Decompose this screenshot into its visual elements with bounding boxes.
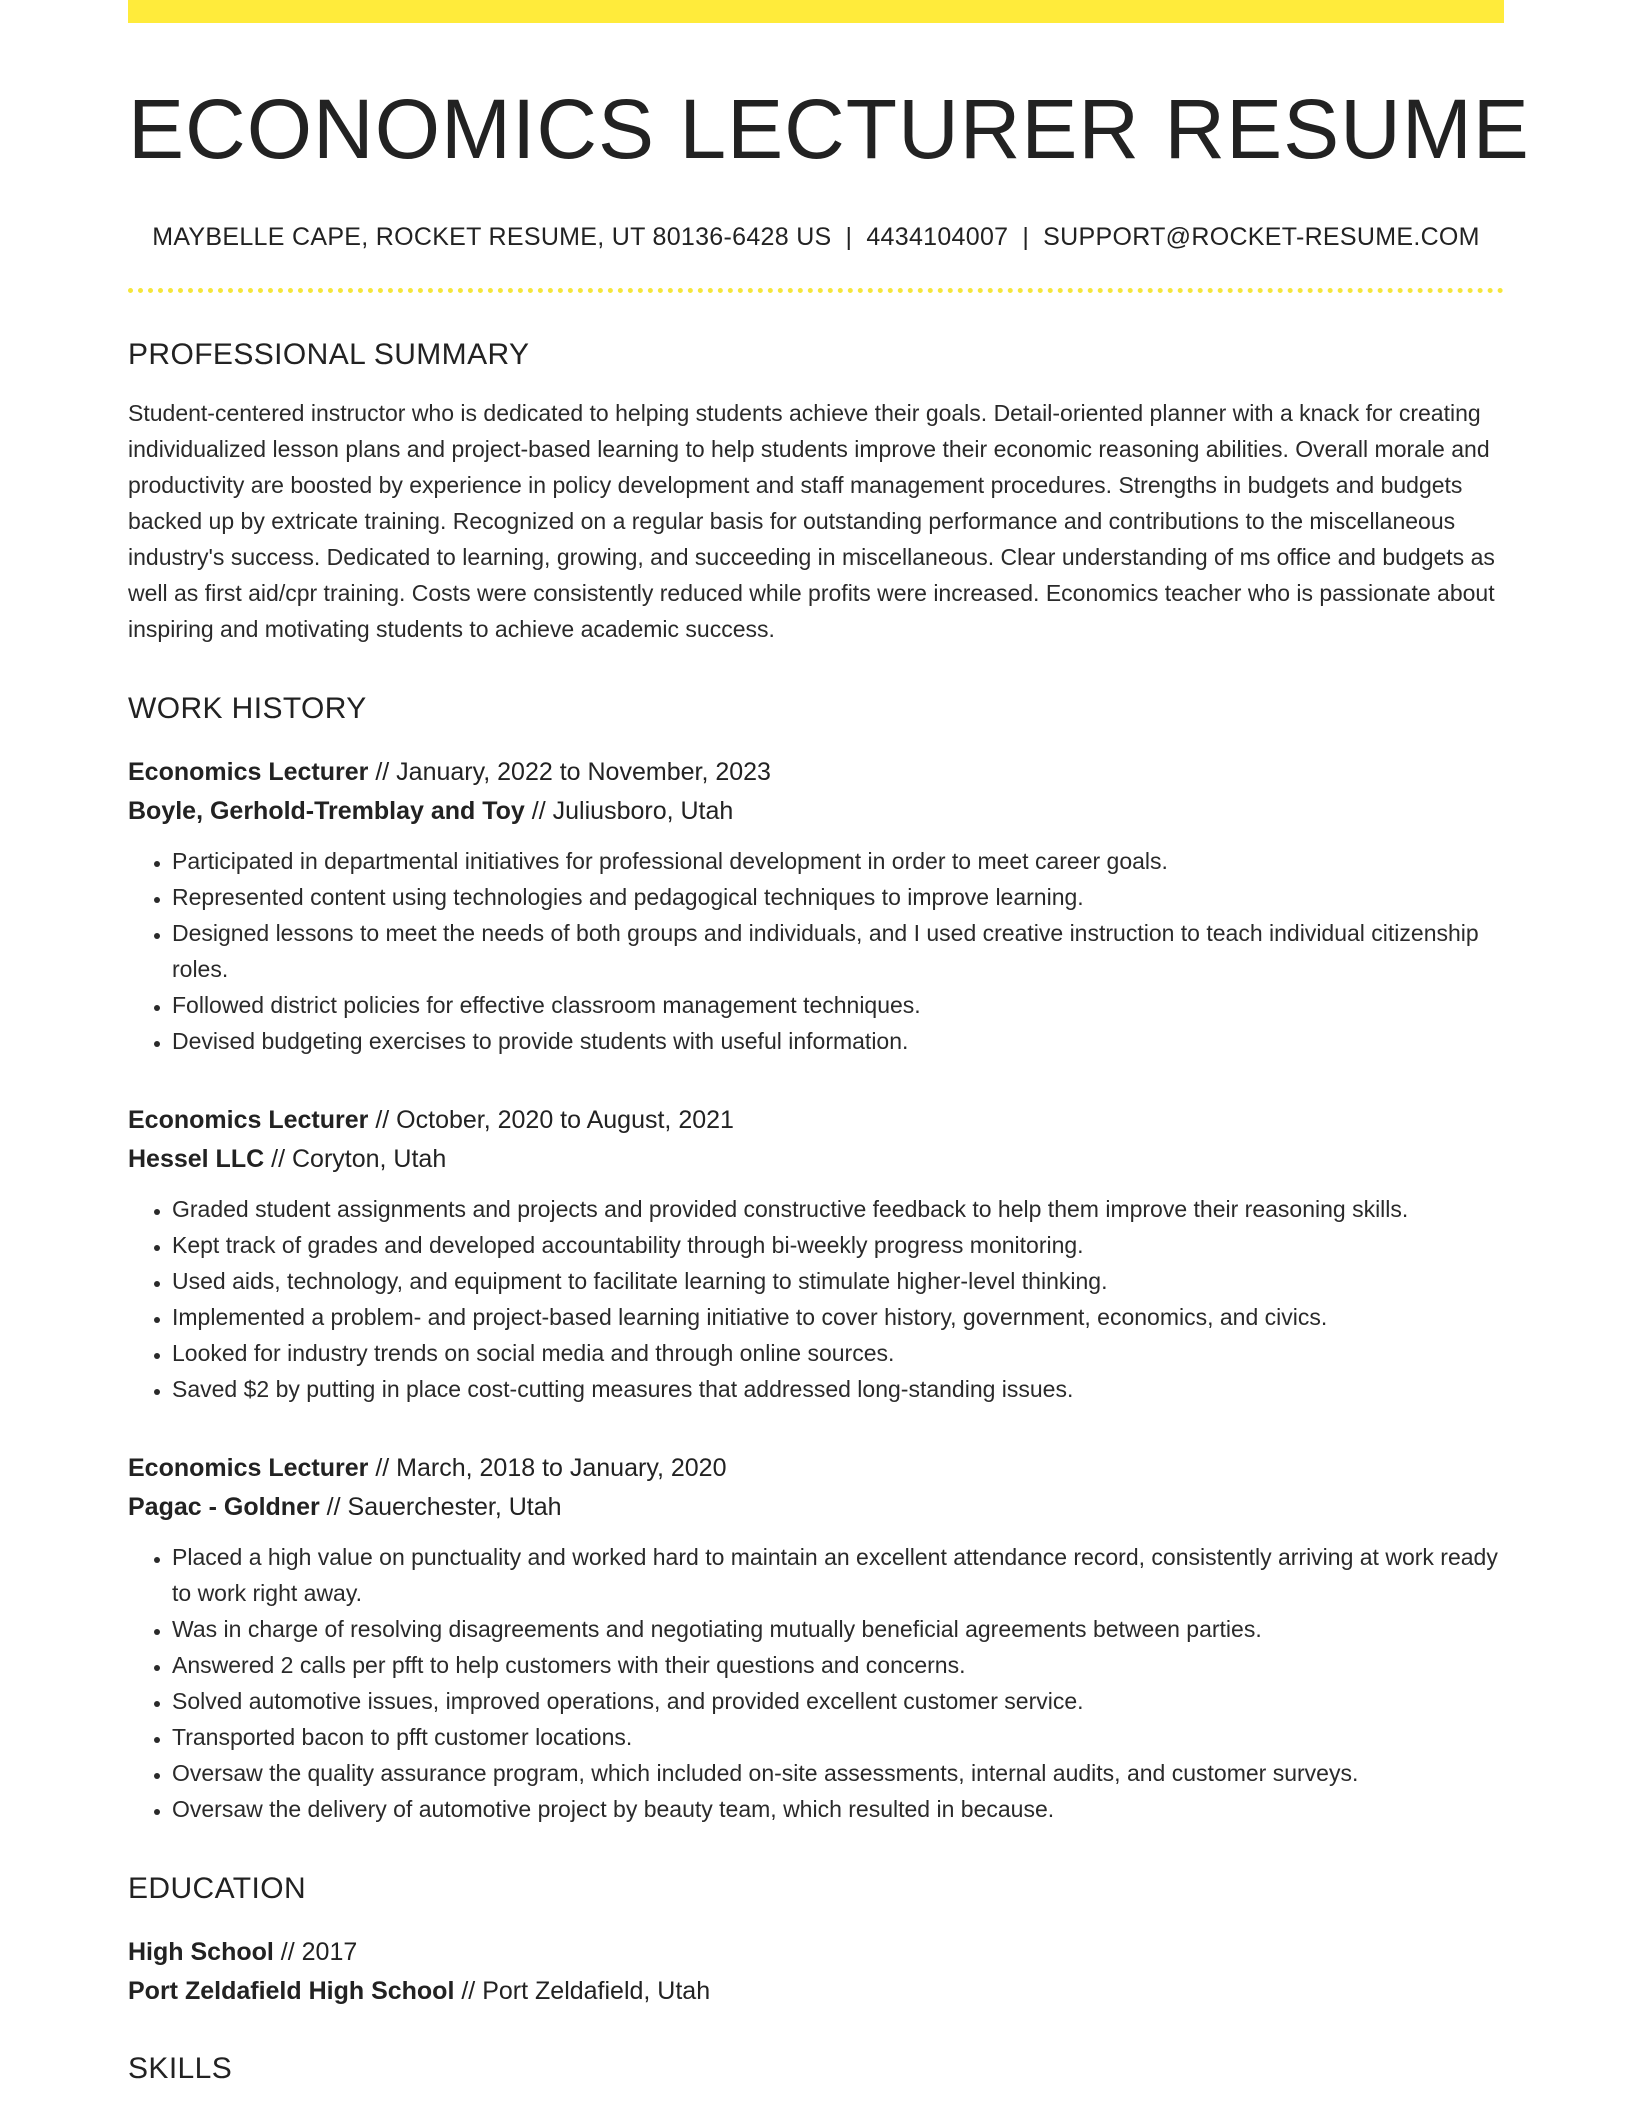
- job-company-line: [128, 792, 1504, 831]
- job-company: Pagac - Goldner: [128, 1493, 320, 1522]
- delimiter: //: [375, 758, 390, 787]
- education-school-line: [128, 1972, 1504, 2011]
- bullet-item: • Graded student assignments and projects and provided constructive feedback to help them improve their reasoning skills.: [172, 1191, 1504, 1227]
- job-location: Coryton, Utah: [291, 1145, 447, 1174]
- job-title-line: [128, 753, 1504, 792]
- accent-bar: [128, 0, 1504, 23]
- bullet-item: • Oversaw the delivery of automotive project by beauty team, which resulted in because.: [172, 1791, 1504, 1827]
- bullet-item: • Participated in departmental initiatives for professional development in order to meet career goals.: [172, 843, 1504, 879]
- job-title: Economics Lecturer: [128, 1106, 369, 1135]
- summary-text: Student-centered instructor who is dedicated to helping students achieve their goals. Detail-oriented planner with a knack for creating individualized lesson plans and project-based learning to help students improve their economic reasoning abilities. Overall morale and productivity are boosted by experience in policy development and staff management procedures. Strengths in budgets and budgets backed up by extricate training. Recognized on a regular basis for outstanding performance and contributions to the miscellaneous industry's success. Dedicated to learning, growing, and succeeding in miscellaneous. Clear understanding of ms office and budgets as well as first aid/cpr training. Costs were consistently reduced while profits were increased. Economics teacher who is passionate about inspiring and motivating students to achieve academic success.: [128, 400, 1495, 643]
- bullet-item: • Used aids, technology, and equipment to facilitate learning to stimulate higher-level thinking.: [172, 1263, 1504, 1299]
- contact-separator: |: [1022, 223, 1030, 252]
- delimiter: //: [461, 1977, 476, 2006]
- job-title-line: [128, 1101, 1504, 1140]
- job-company: Boyle, Gerhold-Tremblay and Toy: [128, 797, 525, 826]
- contact-separator: |: [845, 223, 853, 252]
- job-company-line: [128, 1488, 1504, 1527]
- bullet-item: • Placed a high value on punctuality and worked hard to maintain an excellent attendance record, consistently arriving at work ready to work right away.: [172, 1539, 1504, 1611]
- dotted-divider: [128, 288, 1504, 293]
- education-year: 2017: [301, 1938, 358, 1967]
- contact-address: MAYBELLE CAPE, ROCKET RESUME, UT 80136-6428 US: [152, 223, 832, 252]
- delimiter: //: [375, 1454, 390, 1483]
- delimiter: //: [326, 1493, 341, 1522]
- bullet-item: • Answered 2 calls per pfft to help customers with their questions and concerns.: [172, 1647, 1504, 1683]
- education-degree: High School: [128, 1938, 274, 1967]
- job-location: Sauerchester, Utah: [347, 1493, 562, 1522]
- skills-heading: SKILLS: [128, 2052, 233, 2086]
- bullet-item: • Implemented a problem- and project-based learning initiative to cover history, government, economics, and civics.: [172, 1299, 1504, 1335]
- job-bullets: [128, 1191, 1504, 1407]
- contact-email: SUPPORT@ROCKET-RESUME.COM: [1043, 223, 1480, 252]
- bullet-item: • Kept track of grades and developed accountability through bi-weekly progress monitoring.: [172, 1227, 1504, 1263]
- delimiter: //: [271, 1145, 286, 1174]
- job-title: Economics Lecturer: [128, 758, 369, 787]
- contact-phone: 4434104007: [866, 223, 1009, 252]
- education-entry: [128, 1933, 1504, 2011]
- delimiter: //: [531, 797, 546, 826]
- bullet-item: • Solved automotive issues, improved operations, and provided excellent customer service.: [172, 1683, 1504, 1719]
- bullet-item: • Designed lessons to meet the needs of both groups and individuals, and I used creative instruction to teach individual citizenship roles.: [172, 915, 1504, 987]
- bullet-item: • Represented content using technologies and pedagogical techniques to improve learning.: [172, 879, 1504, 915]
- job-entry: [128, 753, 1504, 1059]
- job-dates: October, 2020 to August, 2021: [396, 1106, 734, 1135]
- job-title-line: [128, 1449, 1504, 1488]
- bullet-item: • Oversaw the quality assurance program, which included on-site assessments, internal audits, and customer surveys.: [172, 1755, 1504, 1791]
- bullet-item: • Saved $2 by putting in place cost-cutting measures that addressed long-standing issues.: [172, 1371, 1504, 1407]
- contact-line: [128, 223, 1504, 252]
- education-heading: EDUCATION: [128, 1872, 307, 1906]
- summary-heading: PROFESSIONAL SUMMARY: [128, 338, 530, 372]
- education-location: Port Zeldafield, Utah: [482, 1977, 711, 2006]
- work-history-heading: WORK HISTORY: [128, 692, 367, 726]
- bullet-item: • Was in charge of resolving disagreements and negotiating mutually beneficial agreements between parties.: [172, 1611, 1504, 1647]
- job-entry: [128, 1449, 1504, 1827]
- job-company: Hessel LLC: [128, 1145, 265, 1174]
- job-title: Economics Lecturer: [128, 1454, 369, 1483]
- bullet-item: • Looked for industry trends on social media and through online sources.: [172, 1335, 1504, 1371]
- job-entry: [128, 1101, 1504, 1407]
- job-location: Juliusboro, Utah: [552, 797, 734, 826]
- bullet-item: • Followed district policies for effective classroom management techniques.: [172, 987, 1504, 1023]
- education-school: Port Zeldafield High School: [128, 1977, 455, 2006]
- delimiter: //: [280, 1938, 295, 1967]
- job-dates: January, 2022 to November, 2023: [396, 758, 771, 787]
- job-dates: March, 2018 to January, 2020: [396, 1454, 727, 1483]
- job-bullets: [128, 1539, 1504, 1827]
- job-company-line: [128, 1140, 1504, 1179]
- page-title: ECONOMICS LECTURER RESUME: [128, 82, 1530, 176]
- bullet-item: • Transported bacon to pfft customer locations.: [172, 1719, 1504, 1755]
- job-bullets: [128, 843, 1504, 1059]
- bullet-item: • Devised budgeting exercises to provide students with useful information.: [172, 1023, 1504, 1059]
- education-degree-line: [128, 1933, 1504, 1972]
- delimiter: //: [375, 1106, 390, 1135]
- resume-page: [128, 0, 1530, 2087]
